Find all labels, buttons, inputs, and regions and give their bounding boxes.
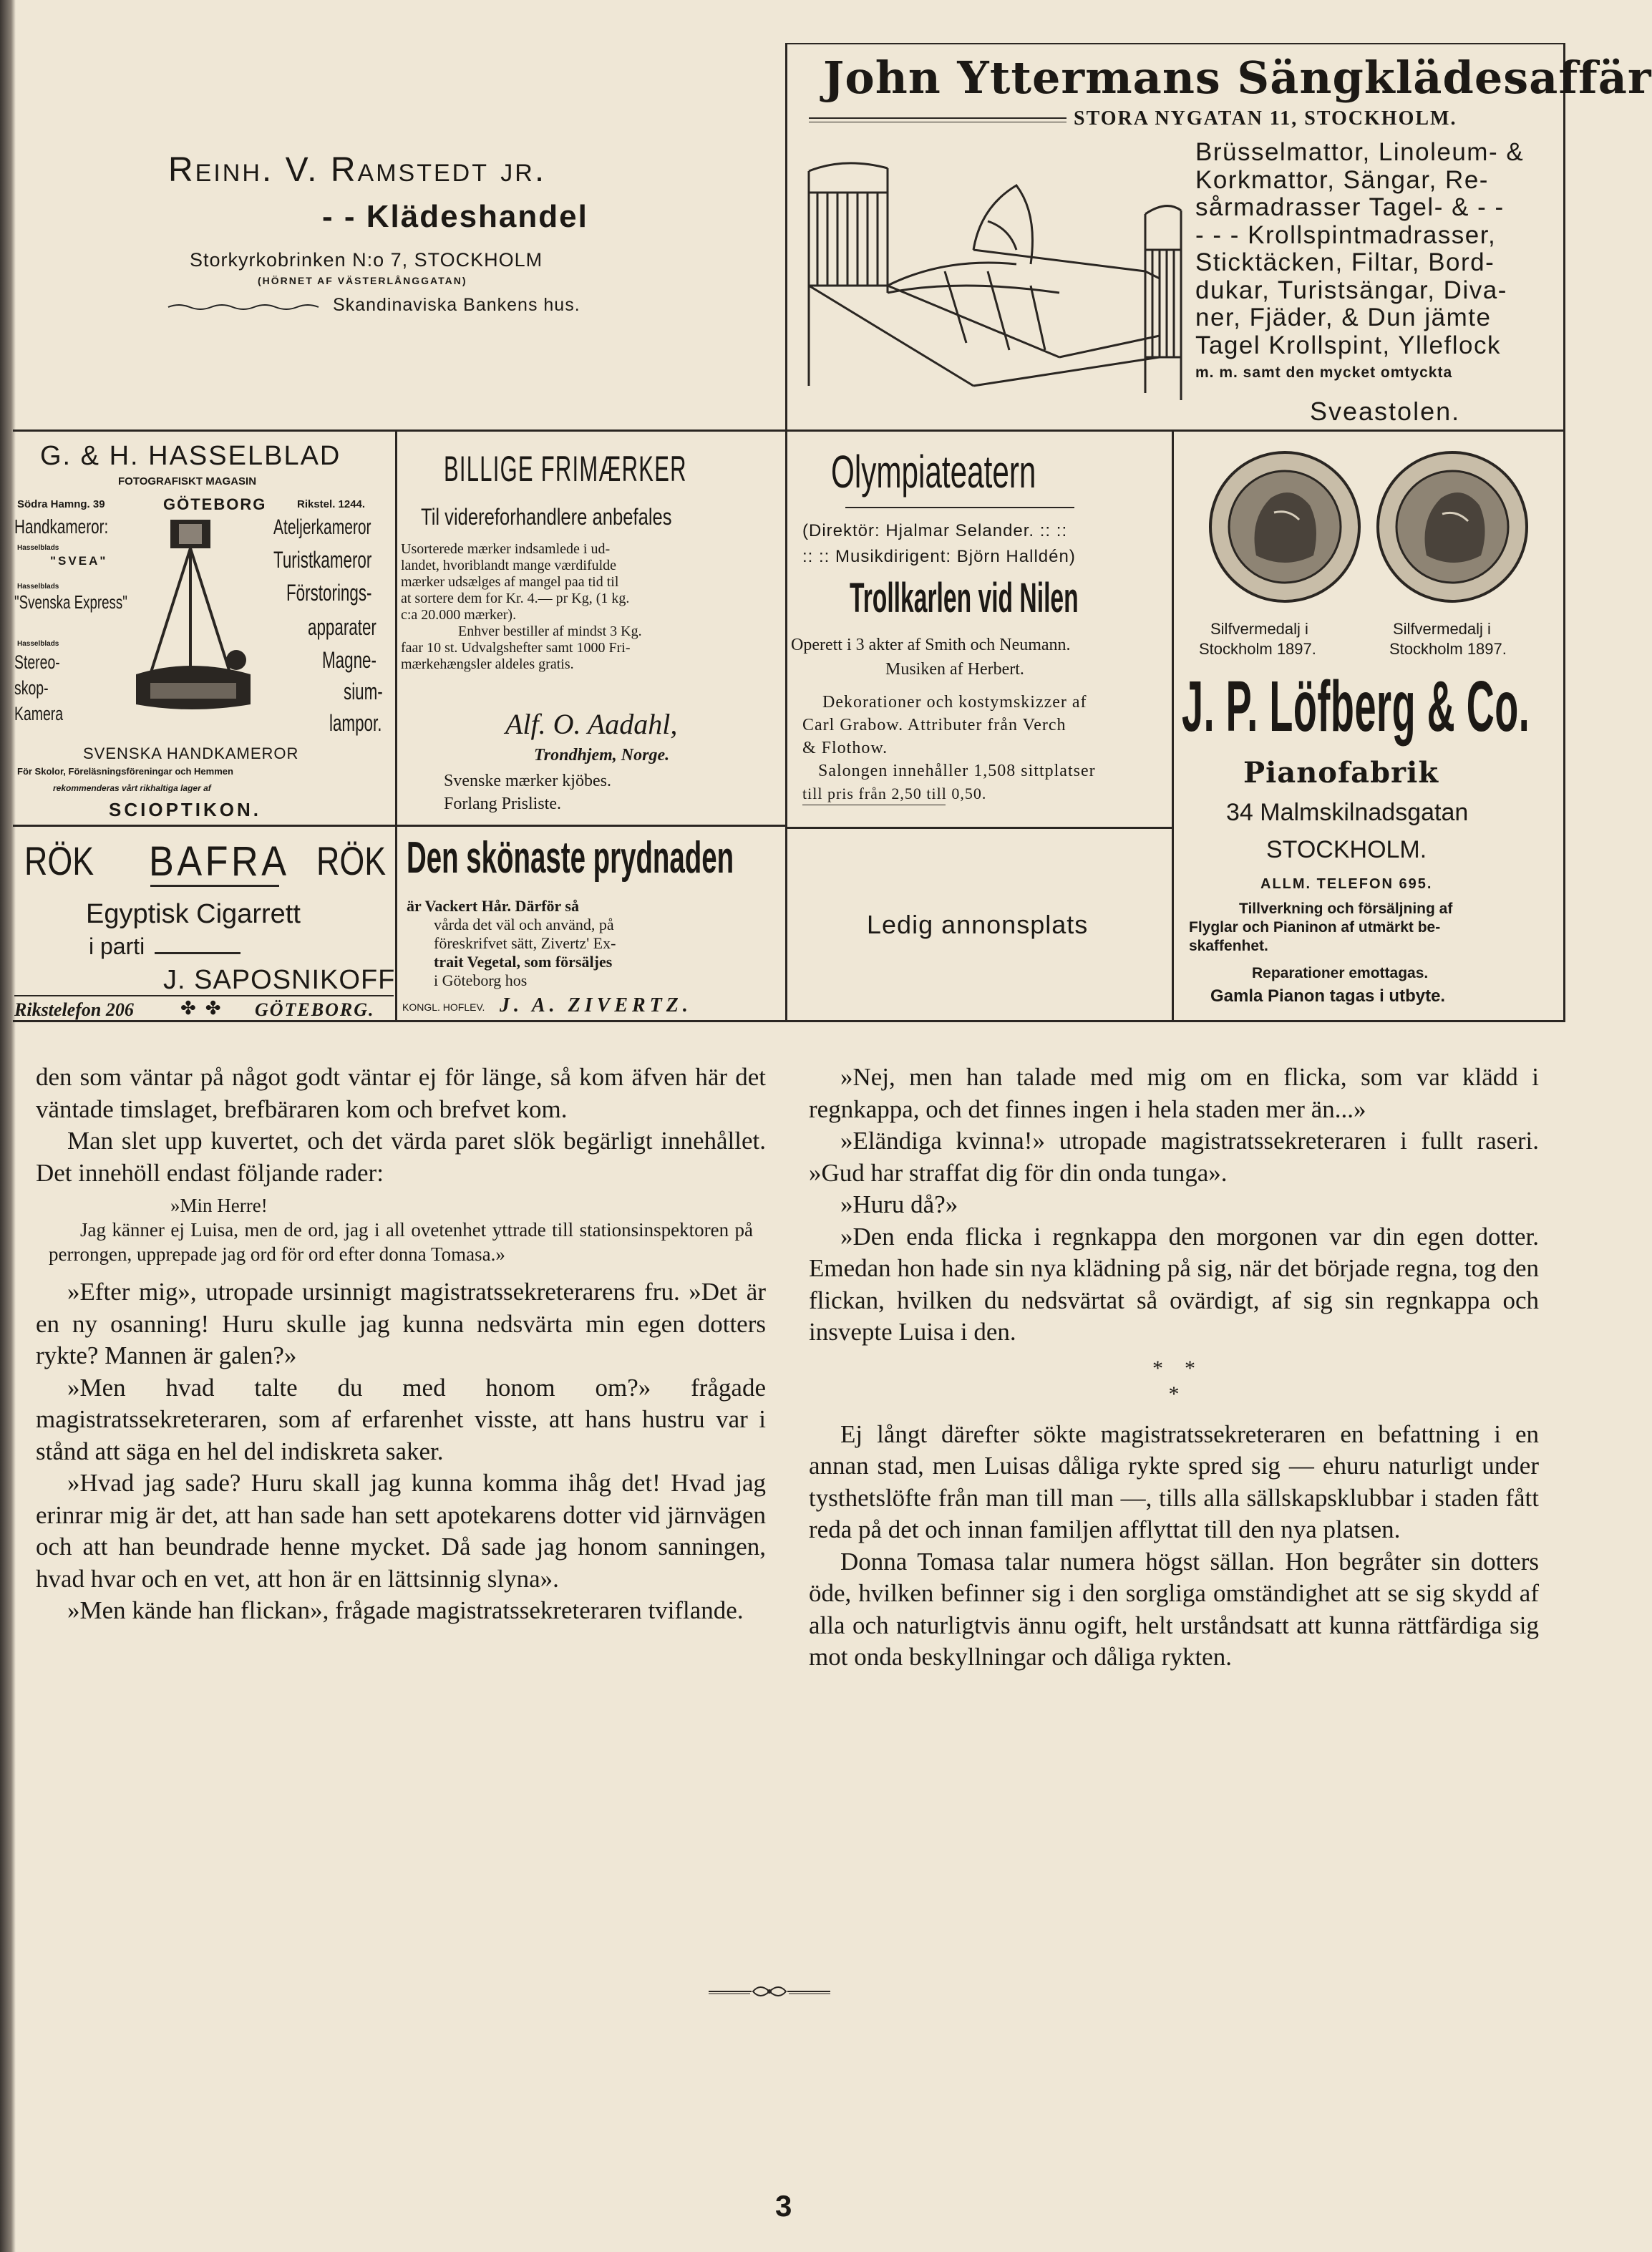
story-paragraph: »Eländiga kvinna!» utropade magistratssekreteraren i fullt raseri. »Gud har straffat dig för din onda tunga». bbox=[809, 1127, 1539, 1187]
bafra-rok-left: RÖK bbox=[24, 838, 94, 883]
zivertz-l1: är Vackert Hår. Därför så bbox=[407, 897, 579, 915]
zivertz-court: KONGL. HOFLEV. bbox=[402, 1001, 485, 1013]
ytterman-line: Brüsselmattor, Linoleum- & bbox=[1195, 138, 1525, 166]
ad-vacant bbox=[788, 830, 1171, 1019]
ad-ramstedt bbox=[29, 122, 773, 351]
page-number: 3 bbox=[775, 2189, 792, 2223]
olympia-operetta: Operett i 3 akter af Smith och Neumann. bbox=[791, 636, 1071, 654]
hasselblad-name: G. & H. HASSELBLAD bbox=[40, 441, 341, 471]
frimaerker-buy: Svenske mærker kjöbes. bbox=[444, 772, 611, 790]
section-asterisks: * * * bbox=[1152, 1356, 1195, 1406]
olympia-decor1: Dekorationer och kostymskizzer af bbox=[822, 693, 1087, 712]
frimaerker-line: at sortere dem for Kr. 4.— pr Kg, (1 kg. bbox=[401, 591, 630, 606]
olympia-music: :: :: Musikdirigent: Björn Halldén) bbox=[802, 547, 1076, 566]
hasselblad-kamera: Kamera bbox=[14, 703, 64, 724]
lofberg-phone: ALLM. TELEFON 695. bbox=[1260, 876, 1433, 892]
divider-right-edge bbox=[1563, 43, 1565, 1020]
frimaerker-title: BILLIGE FRIMÆRKER bbox=[444, 449, 687, 489]
zivertz-l4: trait Vegetal, som försäljes bbox=[434, 953, 613, 971]
olympia-musik: Musiken af Herbert. bbox=[885, 660, 1024, 679]
hasselblad-lampor: lampor. bbox=[329, 710, 382, 736]
bafra-parti-line bbox=[155, 952, 240, 954]
hasselblad-skop: skop- bbox=[14, 677, 49, 699]
ramstedt-name: Reinh. V. Ramstedt jr. bbox=[168, 151, 547, 189]
zivertz-l2: vårda det väl och använd, på bbox=[434, 916, 614, 933]
frimaerker-body bbox=[401, 541, 780, 673]
olympia-title: Olympiateatern bbox=[831, 446, 1036, 498]
hasselblad-turist: Turistkameror bbox=[273, 547, 372, 573]
ytterman-address: STORA NYGATAN 11, STOCKHOLM. bbox=[1074, 107, 1457, 130]
ytterman-product: Sveastolen. bbox=[1310, 397, 1461, 426]
ytterman-line: Tagel Krollspint, Ylleflock bbox=[1195, 331, 1501, 359]
ad-zivertz bbox=[398, 830, 784, 1019]
lofberg-l3: skaffenhet. bbox=[1189, 938, 1268, 954]
ytterman-line: ner, Fjäder, & Dun jämte bbox=[1195, 304, 1492, 331]
bafra-city: GÖTEBORG. bbox=[255, 999, 375, 1020]
divider-horizontal-2-mid bbox=[787, 827, 1174, 829]
ramstedt-corner: (HÖRNET AF VÄSTERLÅNGGATAN) bbox=[258, 275, 467, 286]
bafra-parti: i parti bbox=[89, 933, 145, 959]
ytterman-line: Korkmattor, Sängar, Re- bbox=[1195, 165, 1489, 194]
hasselblad-recommend: rekommenderas vårt rikhaltiga lager af bbox=[53, 783, 211, 793]
divider-horizontal-3 bbox=[13, 1020, 1565, 1022]
hasselblad-ateljer: Ateljerkameror bbox=[273, 515, 371, 539]
hasselblad-phone: Rikstel. 1244. bbox=[297, 498, 366, 510]
lofberg-type: Pianofabrik bbox=[1243, 756, 1439, 790]
hasselblad-brand-tag: Hasselblads bbox=[17, 583, 59, 591]
ytterman-line: Sticktäcken, Filtar, Bord- bbox=[1195, 248, 1495, 276]
frimaerker-line: Enhver bestiller af mindst 3 Kg. bbox=[458, 623, 642, 639]
letter-salutation: »Min Herre! bbox=[170, 1195, 268, 1216]
olympia-play: Trollkarlen vid Nilen bbox=[850, 575, 1079, 621]
hasselblad-magne: Magne- bbox=[322, 647, 376, 673]
hasselblad-apparater: apparater bbox=[308, 614, 376, 640]
ornament-divider-icon bbox=[709, 1983, 830, 2000]
divider-vertical-3 bbox=[1172, 432, 1174, 1020]
frimaerker-city: Trondhjem, Norge. bbox=[534, 746, 670, 765]
bafra-product: Egyptisk Cigarrett bbox=[86, 899, 301, 929]
story-column-right bbox=[809, 1062, 1539, 1674]
hasselblad-city: GÖTEBORG bbox=[163, 495, 267, 513]
story-paragraph: »Hvad jag sade? Huru skall jag kunna komma ihåg det! Hvad jag erinrar mig är det, att han sade han sett apotekarens dotter vid järnvägen och att han beundrade henne mycket. Då sade jag honom sanningen, hvad hvar och en vet, att hon är en lättsinnig slyna». bbox=[36, 1469, 766, 1593]
medal-icon bbox=[1206, 448, 1364, 606]
ramstedt-address: Storkyrkobrinken N:o 7, STOCKHOLM bbox=[190, 249, 543, 271]
ramstedt-bank: Skandinaviska Bankens hus. bbox=[333, 295, 580, 315]
divider-horizontal-1 bbox=[13, 429, 1565, 432]
hasselblad-sciopticon: SCIOPTIKON. bbox=[109, 799, 262, 820]
hasselblad-svea: "SVEA" bbox=[50, 554, 108, 568]
zivertz-title: Den skönaste prydnaden bbox=[407, 833, 734, 883]
story-paragraph: »Den enda flicka i regnkappa den morgonen var din egen dotter. Emedan hon hade sin nya klädning på sig, när det började regna, tog den flickan, hvilken du nedsvärtat så ovärdigt, af sig sin regnkappa och insvepte Luisa i den. bbox=[809, 1222, 1539, 1346]
frimaerker-sub: Til videreforhandlere anbefales bbox=[421, 504, 672, 530]
ytterman-rule-a bbox=[809, 117, 1066, 119]
bafra-brand: BAFRA bbox=[149, 838, 290, 885]
bafra-bottom-rule bbox=[14, 995, 394, 996]
story-paragraph: »Men hvad talte du med honom om?» frågade magistratssekreteraren, som af erfarenhet visste, att hans hustru var i stånd att säga en hel del indiskreta saker. bbox=[36, 1373, 766, 1465]
ytterman-line: - - - Krollspintmadrasser, bbox=[1195, 220, 1497, 249]
ad-bafra bbox=[14, 827, 394, 1019]
frimaerker-line: landet, hvoriblandt mange værdifulde bbox=[401, 558, 617, 573]
hasselblad-addr: Södra Hamng. 39 bbox=[17, 498, 105, 510]
hasselblad-handkameror: Handkameror: bbox=[14, 515, 109, 538]
wavy-line-icon bbox=[168, 302, 326, 312]
letter-body: Jag känner ej Luisa, men de ord, jag i all ovetenhet yttrade till stationsinspektoren på perrongen, upprepade jag ord för ord efter donna Tomasa.» bbox=[49, 1219, 753, 1265]
ytterman-product-list bbox=[1195, 139, 1559, 387]
bafra-underline bbox=[150, 885, 279, 887]
story-paragraph: »Men kände han flickan», frågade magistratssekreteraren tviflande. bbox=[67, 1596, 744, 1624]
ytterman-line: m. m. samt den mycket omtyckta bbox=[1195, 364, 1453, 381]
lofberg-city: STOCKHOLM. bbox=[1266, 836, 1427, 863]
story-paragraph: Man slet upp kuvertet, och det värda paret slök begärligt innehållet. Det innehöll endast följande rader: bbox=[36, 1127, 766, 1187]
vacant-label: Ledig annonsplats bbox=[867, 910, 1089, 939]
lofberg-l1: Tillverkning och försäljning af bbox=[1239, 901, 1453, 917]
hasselblad-brand: SVENSKA HANDKAMEROR bbox=[83, 744, 299, 762]
frimaerker-line: mærkehængsler aldeles gratis. bbox=[401, 656, 574, 672]
bafra-rok-right: RÖK bbox=[316, 838, 387, 883]
story-paragraph: Donna Tomasa talar numera högst sällan. Hon begråter sin dotters öde, hvilken befinner sig i den sorgliga omständighet att se sig skydd af alla och naturligtvis ännu ogift, helt urståndsatt att kunna rättfärdiga sig mot onda beskyllningar och dåliga rykten. bbox=[809, 1547, 1539, 1671]
hasselblad-schools: För Skolor, Föreläsningsföreningar och Hemmen bbox=[17, 766, 233, 777]
olympia-decor2: Carl Grabow. Attributer från Verch bbox=[802, 716, 1066, 734]
lofberg-l4: Reparationer emottagas. bbox=[1252, 965, 1429, 981]
story-column-left bbox=[36, 1062, 766, 1627]
story-paragraph: »Huru då?» bbox=[840, 1190, 958, 1218]
frimaerker-line: mærker udsælges af mangel paa tid til bbox=[401, 574, 619, 590]
zivertz-l3: föreskrifvet sätt, Zivertz' Ex- bbox=[434, 934, 616, 952]
ad-frimaerker bbox=[398, 432, 784, 825]
ytterman-line: sårmadrasser Tagel- & - - bbox=[1195, 193, 1505, 221]
story-paragraph: Ej långt därefter sökte magistratssekreteraren en befattning i en annan stad, men Luisas dåliga rykte spred sig — ehuru naturligt under tysthetslöfte från man till man —, tills alla sällskapsklubbar i staden fått reda på det och innan familjen afflyttat till den nya platsen. bbox=[809, 1419, 1539, 1543]
camera-tripod-icon bbox=[122, 517, 265, 717]
olympia-rule bbox=[845, 507, 1074, 508]
divider-vertical-2 bbox=[785, 432, 787, 1020]
olympia-seats2: till pris från 2,50 till 0,50. bbox=[802, 785, 987, 802]
lofberg-medal1: Silfvermedalj i bbox=[1210, 620, 1308, 638]
bafra-phone: Rikstelefon 206 bbox=[14, 999, 134, 1020]
ad-ytterman bbox=[795, 46, 1652, 428]
ad-olympia bbox=[788, 432, 1171, 825]
divider-top-right bbox=[785, 43, 1565, 44]
lofberg-medal2-place: Stockholm 1897. bbox=[1389, 640, 1507, 658]
lofberg-l5: Gamla Pianon tagas i utbyte. bbox=[1210, 986, 1446, 1006]
ytterman-line: dukar, Turistsängar, Diva- bbox=[1195, 276, 1507, 304]
medal-icon bbox=[1374, 448, 1531, 606]
divider-horizontal-2-left bbox=[13, 825, 786, 827]
diamond-icons: ✤ ✤ bbox=[180, 998, 221, 1019]
ramstedt-trade: - - Klädeshandel bbox=[322, 199, 588, 234]
hasselblad-brand-tag: Hasselblads bbox=[17, 640, 59, 648]
story-paragraph: »Nej, men han talade med mig om en flicka, som var klädd i regnkappa, och det finnes ingen i hela staden mer än...» bbox=[809, 1063, 1539, 1123]
lofberg-name: J. P. Löfberg & Co. bbox=[1182, 666, 1530, 747]
divider-vertical-1 bbox=[395, 432, 397, 1020]
hasselblad-forstorings: Förstorings- bbox=[286, 580, 372, 606]
page-binding-shadow bbox=[0, 0, 16, 2252]
zivertz-name: J. A. ZIVERTZ. bbox=[500, 994, 692, 1016]
frimaerker-line: Usorterede mærker indsamlede i ud- bbox=[401, 541, 611, 557]
frimaerker-seller: Alf. O. Aadahl, bbox=[505, 708, 678, 740]
story-paragraph: den som väntar på något godt väntar ej för länge, så kom äfven här det väntade timslaget, brefbäraren kom och brefvet kom. bbox=[36, 1063, 766, 1123]
frimaerker-list: Forlang Prisliste. bbox=[444, 795, 562, 813]
hasselblad-sub: FOTOGRAFISKT MAGASIN bbox=[118, 475, 257, 487]
frimaerker-line: c:a 20.000 mærker). bbox=[401, 607, 517, 623]
hasselblad-sium: sium- bbox=[344, 679, 383, 704]
ytterman-title: John Yttermans Sängklädesaffär bbox=[823, 52, 1652, 104]
frimaerker-line: faar 10 st. Udvalgshefter samt 1000 Fri- bbox=[401, 640, 631, 656]
lofberg-address: 34 Malmskilnadsgatan bbox=[1226, 799, 1469, 826]
hasselblad-brand-tag: Hasselblads bbox=[17, 544, 59, 552]
lofberg-l2: Flyglar och Pianinon af utmärkt be- bbox=[1189, 919, 1441, 936]
ad-lofberg bbox=[1175, 432, 1563, 1019]
divider-vertical-top bbox=[785, 44, 787, 431]
olympia-seats1: Salongen innehåller 1,508 sittplatser bbox=[818, 762, 1096, 780]
bafra-seller: J. SAPOSNIKOFF bbox=[163, 965, 396, 995]
hasselblad-express: "Svenska Express" bbox=[14, 591, 127, 613]
story-paragraph: »Efter mig», utropade ursinnigt magistratssekreterarens fru. »Det är en ny osanning! Huru skulle jag kunna nedsvärta min egen dotters rykte? Mannen är galen?» bbox=[36, 1278, 766, 1369]
olympia-decor3: & Flothow. bbox=[802, 739, 888, 757]
olympia-director: (Direktör: Hjalmar Selander. :: :: bbox=[802, 521, 1068, 540]
quoted-letter bbox=[49, 1193, 753, 1266]
lofberg-medal1-place: Stockholm 1897. bbox=[1199, 640, 1316, 658]
hasselblad-stereo: Stereo- bbox=[14, 651, 60, 673]
bed-illustration-icon bbox=[802, 142, 1188, 414]
lofberg-medal2: Silfvermedalj i bbox=[1393, 620, 1491, 638]
ad-hasselblad bbox=[14, 432, 394, 825]
zivertz-l5: i Göteborg hos bbox=[434, 971, 528, 989]
